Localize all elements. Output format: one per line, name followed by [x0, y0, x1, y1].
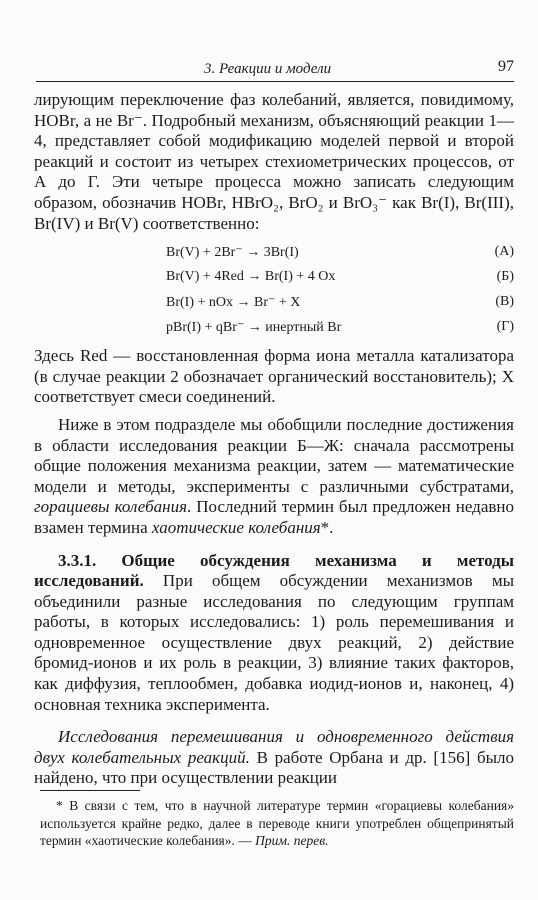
reaction-label: (В)	[495, 294, 514, 310]
overview-text-3: *.	[320, 517, 334, 537]
reaction-equation: pBr(I) + qBr⁻ → инертный Br	[166, 320, 342, 336]
paragraph-mixing	[34, 727, 514, 789]
reaction-equation: Br(V) + 2Br⁻ → 3Br(I)	[166, 245, 299, 261]
page-header	[36, 58, 514, 82]
section-text: При общем обсуждении механизмов мы объединили разные исследования по следующим группам работы, в которых исследовались: 1) роль перемешивания и одновременное осуществление двух реакций, 2) действие бромид-ионов и их роль в реакции, 3) влияние таких факторов, как диффузия, теплообмен, добавка иодид-ионов и, наконец, 4) основная техника эксперимента.	[34, 571, 514, 714]
mixing-subheading: Исследования перемешивания и одновременного действия двух колебательных реакций.	[34, 727, 514, 767]
paragraph-definitions: Здесь Red — восстановленная форма иона металла катализатора (в случае реакции 2 обозначает органический восстановитель); X соответствует смеси соединений.	[34, 346, 514, 407]
page-body	[34, 90, 514, 789]
footnote-text: * В связи с тем, что в научной литературе термин «горациевы колебания» используется крайне редко, далее в переводе книги употреблен общепринятый термин «хаотические колебания». —	[40, 798, 514, 848]
reaction-equation: Br(I) + nOx → Br⁻ + X	[166, 295, 301, 311]
reaction-label: (Г)	[496, 319, 514, 335]
section-paragraph	[34, 551, 514, 716]
mixing-text: В работе Орбана и др. [156] было найдено, что при осуществлении реакции	[34, 747, 515, 788]
footnote	[40, 797, 514, 850]
reaction-equation: Br(V) + 4Red → Br(I) + 4 Ox	[166, 269, 336, 285]
reaction-label: (Б)	[496, 269, 514, 285]
footnote-rule	[40, 790, 140, 791]
reaction-v	[34, 291, 514, 316]
page-number: 97	[498, 58, 514, 75]
reaction-b	[34, 266, 514, 291]
reaction-list	[34, 241, 514, 341]
reaction-label: (А)	[494, 244, 514, 260]
reaction-g	[34, 316, 514, 341]
overview-text-2: . Последний термин был предложен недавно взамен термина	[34, 497, 514, 537]
paragraph-overview	[34, 415, 514, 539]
overview-term-chaotic: хаотические колебания	[151, 517, 321, 537]
overview-term-horatian: горациевы колебания	[34, 497, 187, 517]
reaction-a	[34, 241, 514, 266]
paragraph-intro: лирующим переключение фаз колебаний, является, повидимому, HOBr, а не Br⁻. Подробный механизм, объясняющий реакции 1—4, представляет собой модификацию моделей первой и второй реакций и состоит из четырех стехиометрических процессов, от А до Г. Эти четыре процесса можно записать следующим образом, обозначив HOBr, HBrO₂, BrO₂ и BrO₃⁻ как Br(I), Br(III), Br(IV) и Br(V) соответственно:	[34, 90, 514, 233]
header-rule	[36, 81, 514, 82]
running-head: 3. Реакции и модели	[204, 61, 332, 77]
footnote-attribution: Прим. перев.	[255, 833, 329, 848]
section-heading: 3.3.1. Общие обсуждения механизма и методы исследований.	[34, 550, 514, 591]
overview-text: Ниже в этом подразделе мы обобщили последние достижения в области исследования реакции Б—Ж: сначала рассмотрены общие положения механизма реакции, затем — математические модели и методы, эксперименты с различными субстратами,	[34, 414, 514, 496]
